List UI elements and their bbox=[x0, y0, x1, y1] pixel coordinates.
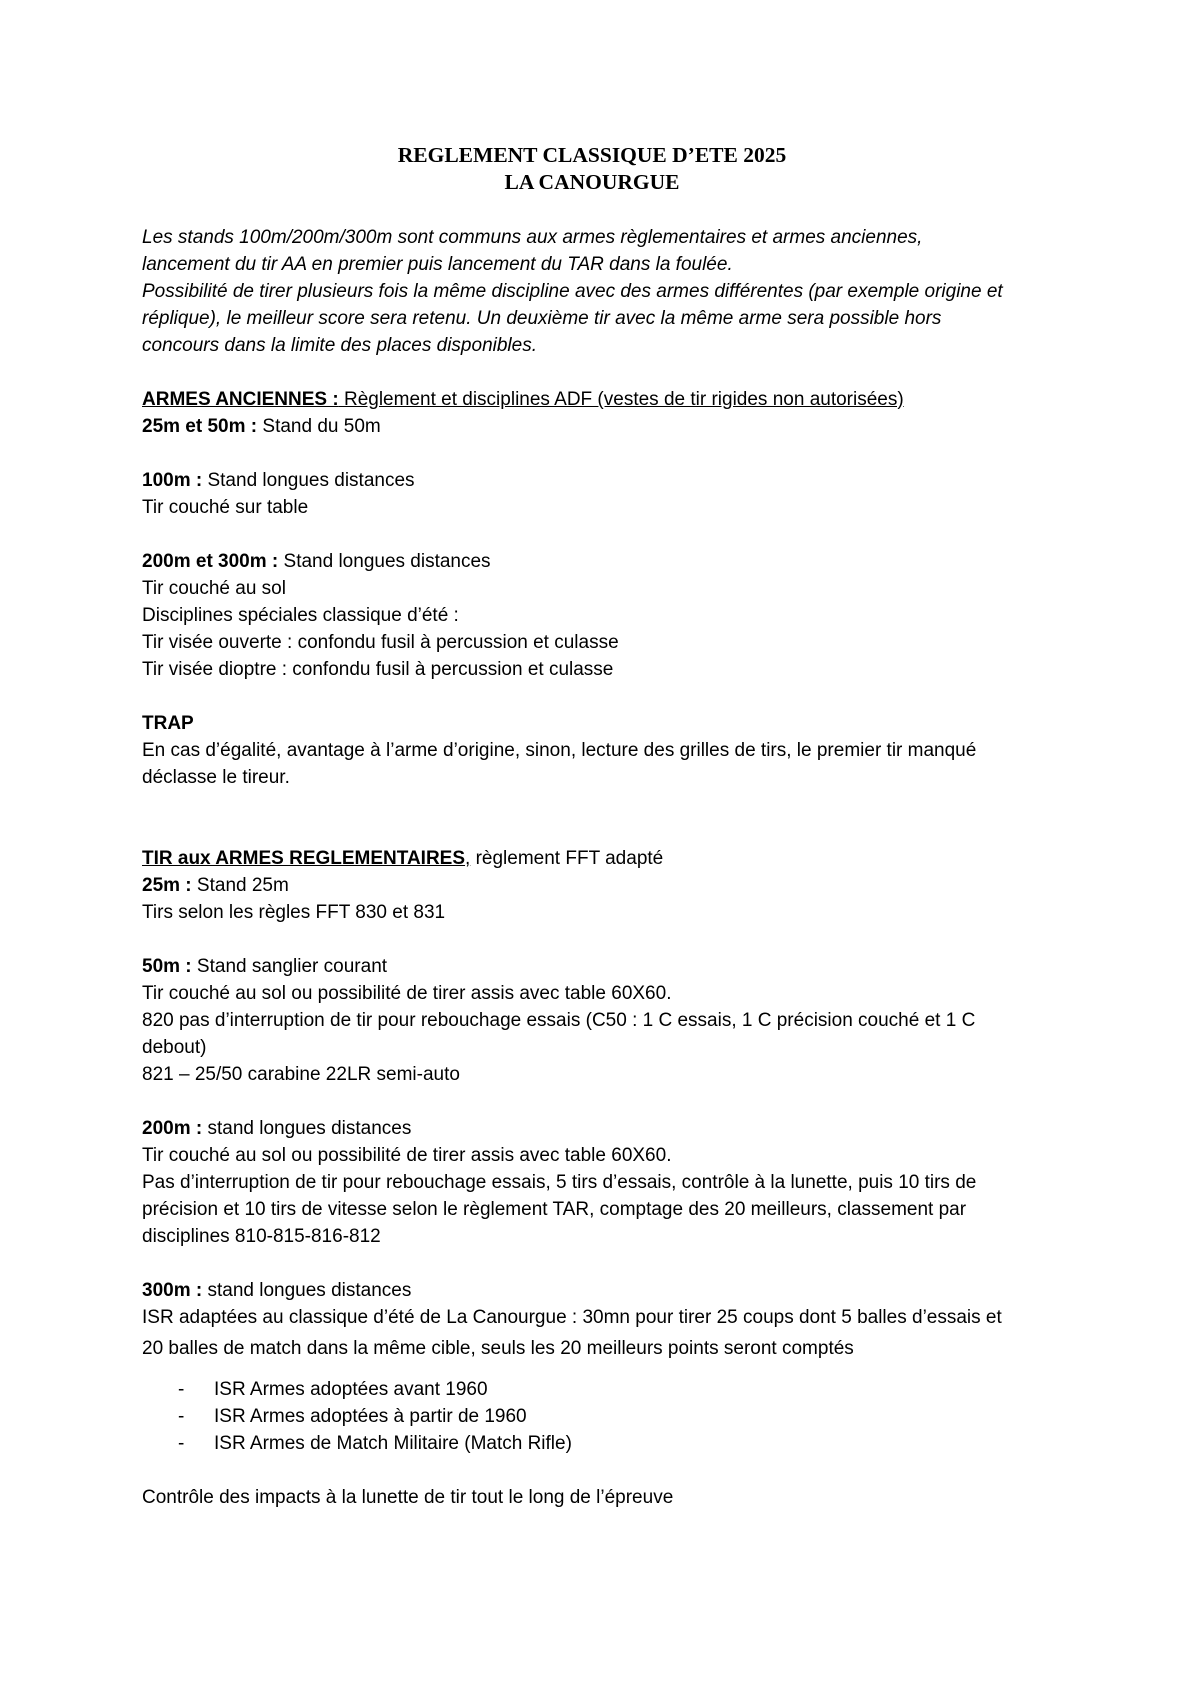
bullet-dash: - bbox=[178, 1379, 185, 1400]
text-line: Tir couché au sol ou possibilité de tirer assis avec table 60X60. bbox=[142, 983, 672, 1004]
distance-text: Stand sanglier courant bbox=[191, 956, 388, 977]
text-line: debout) bbox=[142, 1037, 207, 1058]
distance-label: 50m : bbox=[142, 956, 192, 977]
text-line: Tir couché au sol bbox=[142, 578, 286, 599]
trap-heading: TRAP bbox=[142, 713, 194, 734]
distance-200-300 bbox=[142, 548, 1062, 575]
section-heading-armes-reglementaires bbox=[142, 845, 1062, 872]
text-line: Tirs selon les règles FFT 830 et 831 bbox=[142, 902, 446, 923]
text-line: Tir visée dioptre : confondu fusil à percussion et culasse bbox=[142, 659, 614, 680]
intro-line: réplique), le meilleur score sera retenu. Un deuxième tir avec la même arme sera possible hors bbox=[142, 308, 942, 329]
text-line: Tir couché au sol ou possibilité de tirer assis avec table 60X60. bbox=[142, 1145, 672, 1166]
intro-line: Possibilité de tirer plusieurs fois la même discipline avec des armes différentes (par exemple origine et bbox=[142, 281, 1003, 302]
document-title bbox=[0, 142, 1190, 196]
list-item-text: ISR Armes adoptées à partir de 1960 bbox=[214, 1406, 527, 1427]
heading-label: TIR aux ARMES REGLEMENTAIRES bbox=[142, 848, 466, 869]
text-line: déclasse le tireur. bbox=[142, 767, 290, 788]
text-line: 20 balles de match dans la même cible, seuls les 20 meilleurs points seront comptés bbox=[142, 1338, 854, 1359]
list-item bbox=[142, 1403, 1062, 1430]
distance-text: Stand 25m bbox=[191, 875, 289, 896]
distance-label: 200m et 300m : bbox=[142, 551, 279, 572]
text-line: précision et 10 tirs de vitesse selon le règlement TAR, comptage des 20 meilleurs, classement par bbox=[142, 1199, 967, 1220]
closing-line: Contrôle des impacts à la lunette de tir tout le long de l’épreuve bbox=[142, 1487, 674, 1508]
heading-text: règlement FFT adapté bbox=[470, 848, 664, 869]
heading-comma: , bbox=[465, 848, 471, 869]
intro-line: Les stands 100m/200m/300m sont communs aux armes règlementaires et armes anciennes, bbox=[142, 227, 923, 248]
text-line: Tir visée ouverte : confondu fusil à percussion et culasse bbox=[142, 632, 619, 653]
distance-label: 100m : bbox=[142, 470, 203, 491]
section-heading-armes-anciennes bbox=[142, 386, 1062, 413]
text-line: Pas d’interruption de tir pour rebouchage essais, 5 tirs d’essais, contrôle à la lunette, puis 10 tirs de bbox=[142, 1172, 977, 1193]
text-line: Disciplines spéciales classique d’été : bbox=[142, 605, 459, 626]
list-item bbox=[142, 1376, 1062, 1403]
text-line: En cas d’égalité, avantage à l’arme d’origine, sinon, lecture des grilles de tirs, le premier tir manqué bbox=[142, 740, 977, 761]
text-line: ISR adaptées au classique d’été de La Canourgue : 30mn pour tirer 25 coups dont 5 balles d’essais et bbox=[142, 1307, 1002, 1328]
distance-200 bbox=[142, 1115, 1062, 1142]
section-armes-reglementaires bbox=[142, 845, 1062, 1511]
title-line-2: LA CANOURGUE bbox=[504, 170, 680, 194]
list-item bbox=[142, 1430, 1062, 1457]
distance-300 bbox=[142, 1277, 1062, 1304]
text-line: 820 pas d’interruption de tir pour rebouchage essais (C50 : 1 C essais, 1 C précision couché et 1 C bbox=[142, 1010, 976, 1031]
distance-label: 200m : bbox=[142, 1118, 203, 1139]
distance-25 bbox=[142, 872, 1062, 899]
distance-text: Stand du 50m bbox=[257, 416, 381, 437]
text-line: Tir couché sur table bbox=[142, 497, 309, 518]
heading-label: ARMES ANCIENNES : bbox=[142, 389, 339, 410]
heading-text: Règlement et disciplines ADF (vestes de tir rigides non autorisées) bbox=[338, 389, 904, 410]
intro-line: lancement du tir AA en premier puis lancement du TAR dans la foulée. bbox=[142, 254, 733, 275]
distance-text: stand longues distances bbox=[202, 1118, 412, 1139]
distance-text: Stand longues distances bbox=[202, 470, 415, 491]
distance-label: 25m : bbox=[142, 875, 192, 896]
intro-paragraph bbox=[142, 224, 1062, 359]
distance-text: Stand longues distances bbox=[278, 551, 491, 572]
text-line: 821 – 25/50 carabine 22LR semi-auto bbox=[142, 1064, 460, 1085]
title-line-1: REGLEMENT CLASSIQUE D’ETE 2025 bbox=[397, 143, 787, 167]
list-item-text: ISR Armes de Match Militaire (Match Rifle) bbox=[214, 1433, 572, 1454]
list-item-text: ISR Armes adoptées avant 1960 bbox=[214, 1379, 488, 1400]
isr-list bbox=[142, 1376, 1062, 1457]
distance-25-50 bbox=[142, 413, 1062, 440]
distance-100 bbox=[142, 467, 1062, 494]
distance-text: stand longues distances bbox=[202, 1280, 412, 1301]
bullet-dash: - bbox=[178, 1406, 185, 1427]
document-body bbox=[142, 224, 1062, 1511]
distance-label: 25m et 50m : bbox=[142, 416, 258, 437]
distance-50 bbox=[142, 953, 1062, 980]
bullet-dash: - bbox=[178, 1433, 185, 1454]
distance-label: 300m : bbox=[142, 1280, 203, 1301]
text-line: disciplines 810-815-816-812 bbox=[142, 1226, 381, 1247]
section-armes-anciennes bbox=[142, 386, 1062, 791]
intro-line: concours dans la limite des places disponibles. bbox=[142, 335, 537, 356]
